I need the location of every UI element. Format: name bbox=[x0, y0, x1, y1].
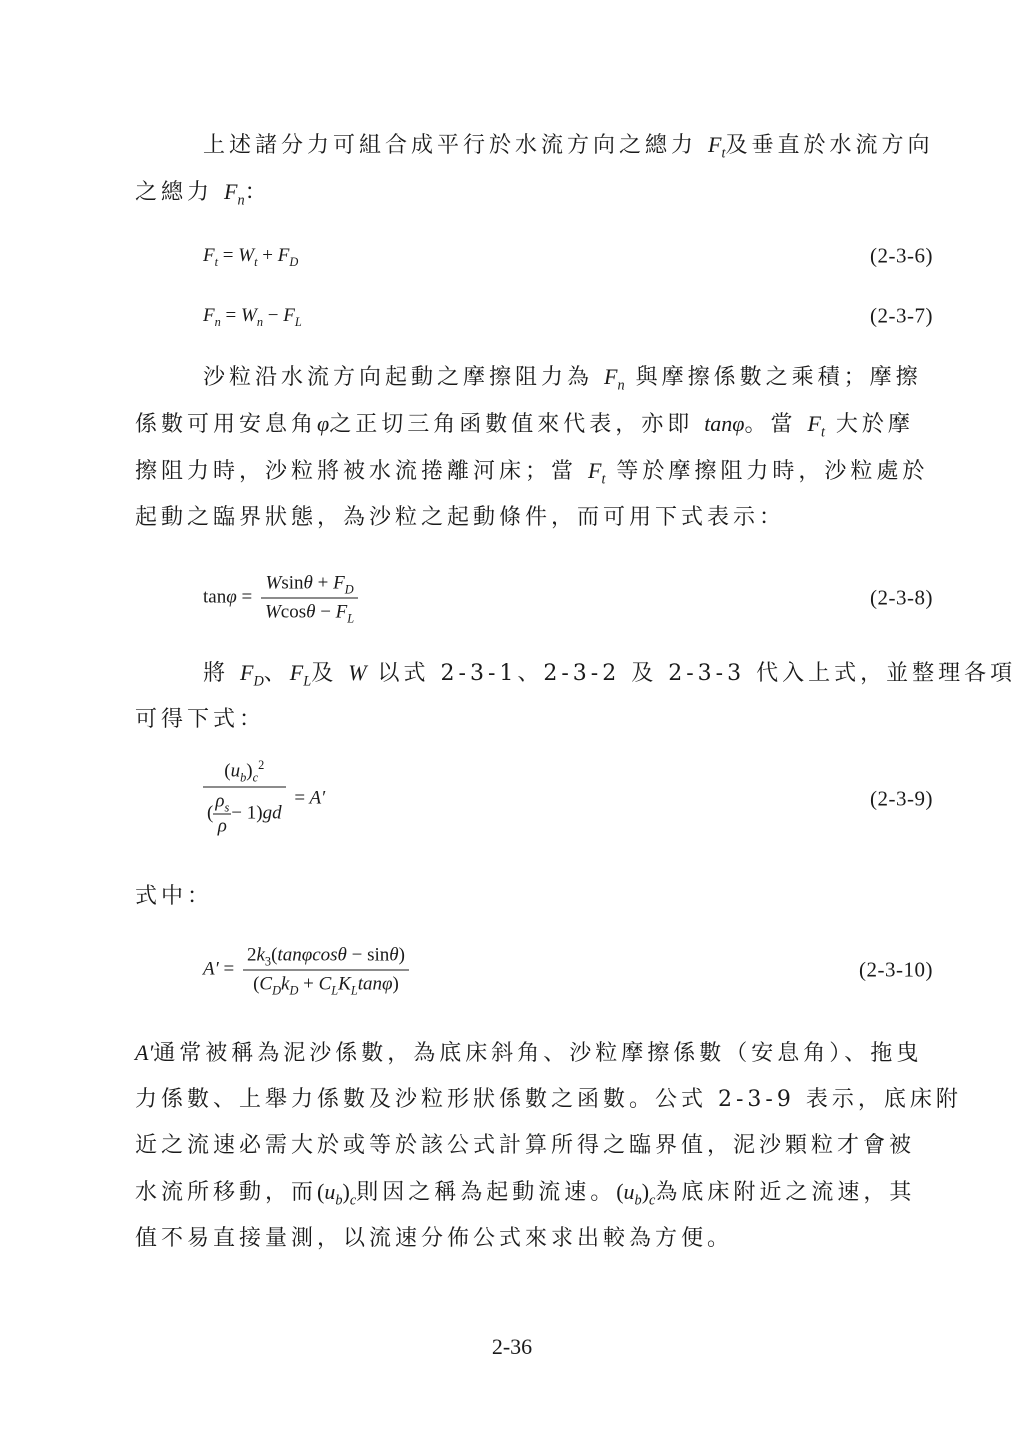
paragraph-2-line-3: 擦阻力時，沙粒將被水流捲離河床；當 $F_t$ 等於摩擦阻力時，沙粒處於 bbox=[135, 458, 929, 488]
paragraph-4-line-4: 水流所移動，而$(u_b)_c$則因之稱為起動流速。$(u_b)_c$為底床附近之流速，其 bbox=[135, 1179, 916, 1209]
equation-2-3-9-formula: $(u_b)_c^2$ ( $\frac{\rho_s}{\rho}$ − 1)gd = A′ bbox=[203, 761, 325, 838]
math-Fn: $F_n$ bbox=[224, 179, 245, 209]
equation-2-3-8-formula: tanφ = $\frac{Wsin\theta + F_D}{Wcos\theta - F_L}$ bbox=[203, 573, 362, 624]
equation-2-3-10-formula: A′ = $\frac{2k_3(\tan\varphi\cos\theta - \sin\theta)}{(C_Dk_D + C_LK_L\tan\varphi)}$ bbox=[203, 945, 413, 996]
paragraph-4-line-5: 值不易直接量測，以流速分佈公式來求出較為方便。 bbox=[135, 1226, 734, 1251]
paragraph-4-line-2: 力係數、上舉力係數及沙粒形狀係數之函數。公式 2-3-9 表示，底床附 bbox=[135, 1087, 962, 1112]
equation-2-3-7-formula: $F_n = W_n - F_L$ bbox=[203, 305, 302, 329]
equation-number: (2-3-8) bbox=[870, 585, 933, 610]
paragraph-2-line-4: 起動之臨界狀態，為沙粒之起動條件，而可用下式表示： bbox=[135, 505, 786, 530]
equation-number: (2-3-10) bbox=[859, 957, 933, 982]
equation-number: (2-3-9) bbox=[870, 786, 933, 811]
equation-2-3-7 bbox=[203, 286, 933, 346]
paragraph-4-line-1: A′通常被稱為泥沙係數，為底床斜角、沙粒摩擦係數（安息角）、拖曳 bbox=[135, 1040, 923, 1066]
paragraph-2-line-1: 沙粒沿水流方向起動之摩擦阻力為 $F_n$ 與摩擦係數之乘積；摩擦 bbox=[203, 364, 922, 394]
equation-2-3-6 bbox=[203, 226, 933, 286]
equation-2-3-9 bbox=[203, 758, 933, 837]
paragraph-2-line-2: 係數可用安息角φ之正切三角函數值來代表，亦即 tanφ。當 $F_t$ 大於摩 bbox=[135, 411, 914, 441]
paragraph-3 bbox=[135, 650, 1017, 743]
math-Ft: $F_t$ bbox=[708, 132, 726, 162]
paragraph-4-line-3: 近之流速必需大於或等於該公式計算所得之臨界值，泥沙顆粒才會被 bbox=[135, 1133, 916, 1158]
paragraph-1-line-2: 之總力 $F_n$： bbox=[135, 179, 271, 209]
page-number: 2-36 bbox=[491, 1334, 533, 1359]
paragraph-3-line-2: 可得下式： bbox=[135, 707, 266, 732]
equation-2-3-8 bbox=[203, 568, 933, 628]
paragraph-1 bbox=[135, 122, 934, 216]
paragraph-2 bbox=[135, 354, 929, 541]
where-label: 式中： bbox=[135, 884, 214, 909]
equation-number: (2-3-7) bbox=[870, 303, 933, 328]
equation-2-3-10 bbox=[203, 940, 933, 1000]
paragraph-4 bbox=[135, 1030, 962, 1262]
paragraph-1-line-1: 上述諸分力可組合成平行於水流方向之總力 $F_t$及垂直於水流方向 bbox=[203, 132, 934, 162]
equation-number: (2-3-6) bbox=[870, 243, 933, 268]
equation-2-3-6-formula: $F_t = W_t + F_D$ bbox=[203, 245, 299, 269]
paragraph-3-line-1: 將 $F_D$、$F_L$及 W 以式 2-3-1、2-3-2 及 2-3-3 代入上式，並整理各項 bbox=[203, 660, 1017, 690]
